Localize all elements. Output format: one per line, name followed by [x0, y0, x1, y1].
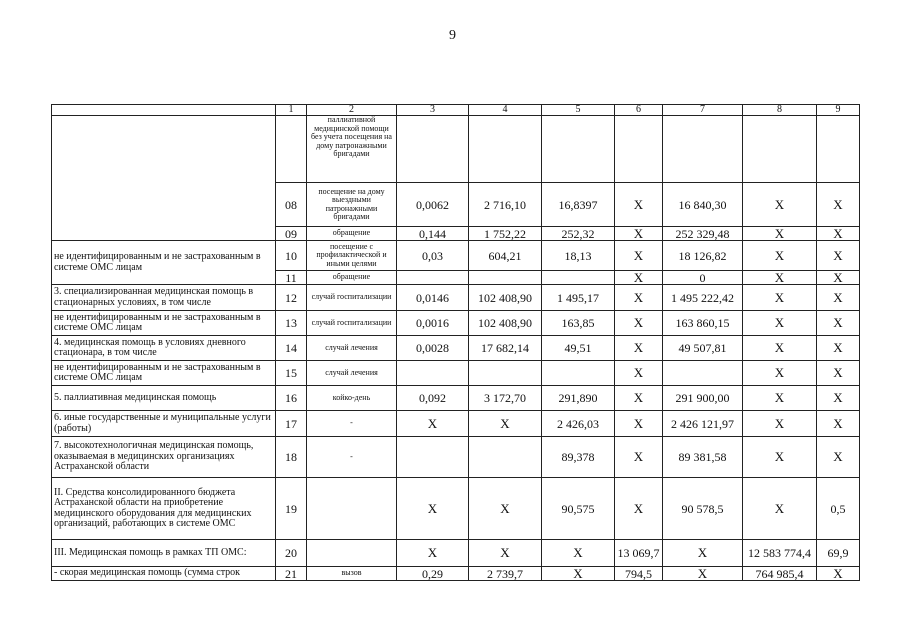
value-cell — [469, 437, 542, 478]
value-cell: X — [743, 183, 817, 227]
value-cell: 0,0146 — [397, 285, 469, 311]
value-cell: 1 752,22 — [469, 227, 542, 241]
row-unit-cell: - — [307, 437, 397, 478]
value-cell: 0 — [663, 271, 743, 285]
value-cell: X — [615, 411, 663, 437]
row-unit-cell: обращение — [307, 227, 397, 241]
value-cell: 12 583 774,4 — [743, 540, 817, 567]
row-code-cell: 09 — [276, 227, 307, 241]
row-code-cell: 14 — [276, 336, 307, 361]
row-code-cell — [276, 116, 307, 183]
row-code-cell: 20 — [276, 540, 307, 567]
header-cell: 9 — [817, 105, 860, 116]
header-cell: 1 — [276, 105, 307, 116]
row-name-cell: III. Медицинская помощь в рамках ТП ОМС: — [52, 540, 276, 567]
row-unit-cell: случай госпитализации — [307, 311, 397, 336]
table-row — [52, 285, 860, 311]
row-name-cell: 3. специализированная медицинская помощь в стационарных условиях, в том числе — [52, 285, 276, 311]
header-cell: 4 — [469, 105, 542, 116]
table-row — [52, 437, 860, 478]
table-row — [52, 411, 860, 437]
value-cell: 291 900,00 — [663, 386, 743, 411]
page-number: 9 — [449, 28, 456, 43]
value-cell: X — [615, 271, 663, 285]
value-cell: X — [817, 271, 860, 285]
value-cell: 16 840,30 — [663, 183, 743, 227]
table-row — [52, 567, 860, 581]
value-cell: 0,0016 — [397, 311, 469, 336]
value-cell — [615, 116, 663, 183]
row-name-cell: не идентифицированным и не застрахованным в системе ОМС лицам — [52, 241, 276, 285]
row-code-cell: 15 — [276, 361, 307, 386]
value-cell: 49 507,81 — [663, 336, 743, 361]
value-cell: 0,0062 — [397, 183, 469, 227]
value-cell: X — [663, 540, 743, 567]
row-code-cell: 08 — [276, 183, 307, 227]
value-cell: X — [615, 386, 663, 411]
row-name-cell: 5. паллиативная медицинская помощь — [52, 386, 276, 411]
value-cell: 102 408,90 — [469, 285, 542, 311]
header-cell: 5 — [542, 105, 615, 116]
value-cell: X — [743, 336, 817, 361]
value-cell: 18,13 — [542, 241, 615, 271]
value-cell — [542, 271, 615, 285]
header-cell: 6 — [615, 105, 663, 116]
value-cell: 604,21 — [469, 241, 542, 271]
header-cell-empty — [52, 105, 276, 116]
value-cell: X — [397, 411, 469, 437]
value-cell: 89 381,58 — [663, 437, 743, 478]
value-cell: X — [615, 285, 663, 311]
value-cell: X — [397, 478, 469, 540]
value-cell: 16,8397 — [542, 183, 615, 227]
row-unit-cell: посещение на дому выездными патронажными бригадами — [307, 183, 397, 227]
row-unit-cell: - — [307, 411, 397, 437]
row-unit-cell: вызов — [307, 567, 397, 581]
row-name-cell: 6. иные государственные и муниципальные услуги (работы) — [52, 411, 276, 437]
row-code-cell: 13 — [276, 311, 307, 336]
value-cell — [397, 361, 469, 386]
value-cell: 1 495,17 — [542, 285, 615, 311]
value-cell: X — [743, 437, 817, 478]
value-cell: 764 985,4 — [743, 567, 817, 581]
value-cell: X — [743, 241, 817, 271]
row-name-cell: - скорая медицинская помощь (сумма строк — [52, 567, 276, 581]
value-cell: X — [615, 311, 663, 336]
row-code-cell: 11 — [276, 271, 307, 285]
value-cell: X — [743, 227, 817, 241]
table-row — [52, 540, 860, 567]
value-cell: X — [615, 241, 663, 271]
table-header-row — [52, 105, 860, 116]
value-cell: X — [817, 336, 860, 361]
value-cell: X — [469, 411, 542, 437]
value-cell: X — [469, 540, 542, 567]
value-cell: X — [817, 183, 860, 227]
row-unit-cell: паллиативной медицинской помощи без учета посещения на дому патронажными бригадами — [307, 116, 397, 183]
value-cell: 163 860,15 — [663, 311, 743, 336]
row-name-cell: 7. высокотехнологичная медицинская помощь, оказываемая в медицинских организациях Астраханской области — [52, 437, 276, 478]
value-cell: 102 408,90 — [469, 311, 542, 336]
row-unit-cell: случай лечения — [307, 336, 397, 361]
value-cell: 163,85 — [542, 311, 615, 336]
value-cell: 2 426 121,97 — [663, 411, 743, 437]
row-unit-cell: случай госпитализации — [307, 285, 397, 311]
value-cell — [469, 271, 542, 285]
row-unit-cell — [307, 478, 397, 540]
value-cell: X — [743, 271, 817, 285]
table-row — [52, 478, 860, 540]
value-cell: X — [743, 361, 817, 386]
value-cell — [397, 271, 469, 285]
value-cell: X — [817, 386, 860, 411]
value-cell: X — [615, 437, 663, 478]
value-cell: 3 172,70 — [469, 386, 542, 411]
value-cell: 1 495 222,42 — [663, 285, 743, 311]
value-cell: 49,51 — [542, 336, 615, 361]
table-row — [52, 116, 860, 183]
row-name-cell: не идентифицированным и не застрахованным в системе ОМС лицам — [52, 311, 276, 336]
value-cell: X — [615, 361, 663, 386]
header-cell: 8 — [743, 105, 817, 116]
value-cell: 2 739,7 — [469, 567, 542, 581]
value-cell: X — [743, 311, 817, 336]
value-cell: X — [615, 478, 663, 540]
value-cell — [817, 116, 860, 183]
value-cell: X — [743, 411, 817, 437]
value-cell: 2 716,10 — [469, 183, 542, 227]
value-cell: X — [542, 567, 615, 581]
value-cell: 13 069,7 — [615, 540, 663, 567]
value-cell: X — [615, 183, 663, 227]
header-cell: 2 — [307, 105, 397, 116]
value-cell: 794,5 — [615, 567, 663, 581]
table-row — [52, 241, 860, 271]
row-code-cell: 19 — [276, 478, 307, 540]
value-cell: 90 578,5 — [663, 478, 743, 540]
row-unit-cell — [307, 540, 397, 567]
row-name-cell: не идентифицированным и не застрахованным в системе ОМС лицам — [52, 361, 276, 386]
row-name-cell — [52, 116, 276, 241]
table-row — [52, 336, 860, 361]
value-cell: X — [817, 361, 860, 386]
row-unit-cell: обращение — [307, 271, 397, 285]
row-unit-cell: койко-день — [307, 386, 397, 411]
row-unit-cell: случай лечения — [307, 361, 397, 386]
value-cell: X — [817, 311, 860, 336]
row-unit-cell: посещение с профилактической и иными целями — [307, 241, 397, 271]
value-cell: X — [743, 386, 817, 411]
row-code-cell: 18 — [276, 437, 307, 478]
row-code-cell: 12 — [276, 285, 307, 311]
value-cell: 0,144 — [397, 227, 469, 241]
value-cell: X — [743, 478, 817, 540]
value-cell: X — [397, 540, 469, 567]
value-cell: 0,092 — [397, 386, 469, 411]
table-row — [52, 311, 860, 336]
tariff-table — [51, 104, 860, 581]
value-cell: X — [817, 437, 860, 478]
row-code-cell: 16 — [276, 386, 307, 411]
row-name-cell: 4. медицинская помощь в условиях дневного стационара, в том числе — [52, 336, 276, 361]
value-cell: X — [817, 411, 860, 437]
header-cell: 7 — [663, 105, 743, 116]
table-row — [52, 386, 860, 411]
value-cell: 0,29 — [397, 567, 469, 581]
value-cell: X — [663, 567, 743, 581]
table-row — [52, 361, 860, 386]
value-cell: X — [615, 336, 663, 361]
value-cell: 252 329,48 — [663, 227, 743, 241]
value-cell: X — [817, 241, 860, 271]
value-cell: 0,0028 — [397, 336, 469, 361]
value-cell: 18 126,82 — [663, 241, 743, 271]
value-cell: X — [615, 227, 663, 241]
header-cell: 3 — [397, 105, 469, 116]
value-cell: X — [743, 285, 817, 311]
value-cell: 69,9 — [817, 540, 860, 567]
value-cell — [469, 361, 542, 386]
row-code-cell: 17 — [276, 411, 307, 437]
value-cell: X — [817, 227, 860, 241]
value-cell — [542, 361, 615, 386]
value-cell: 89,378 — [542, 437, 615, 478]
value-cell: 17 682,14 — [469, 336, 542, 361]
value-cell: X — [542, 540, 615, 567]
value-cell: 2 426,03 — [542, 411, 615, 437]
value-cell: 0,5 — [817, 478, 860, 540]
row-code-cell: 10 — [276, 241, 307, 271]
value-cell — [743, 116, 817, 183]
value-cell: X — [817, 567, 860, 581]
value-cell: 90,575 — [542, 478, 615, 540]
value-cell: X — [817, 285, 860, 311]
value-cell — [663, 116, 743, 183]
value-cell — [397, 437, 469, 478]
value-cell — [397, 116, 469, 183]
row-name-cell: II. Средства консолидированного бюджета Астраханской области на приобретение медицинского оборудования для медицинских организаций, работающих в системе ОМС — [52, 478, 276, 540]
value-cell: 252,32 — [542, 227, 615, 241]
row-code-cell: 21 — [276, 567, 307, 581]
value-cell: 0,03 — [397, 241, 469, 271]
value-cell — [663, 361, 743, 386]
value-cell: 291,890 — [542, 386, 615, 411]
value-cell — [542, 116, 615, 183]
value-cell — [469, 116, 542, 183]
value-cell: X — [469, 478, 542, 540]
